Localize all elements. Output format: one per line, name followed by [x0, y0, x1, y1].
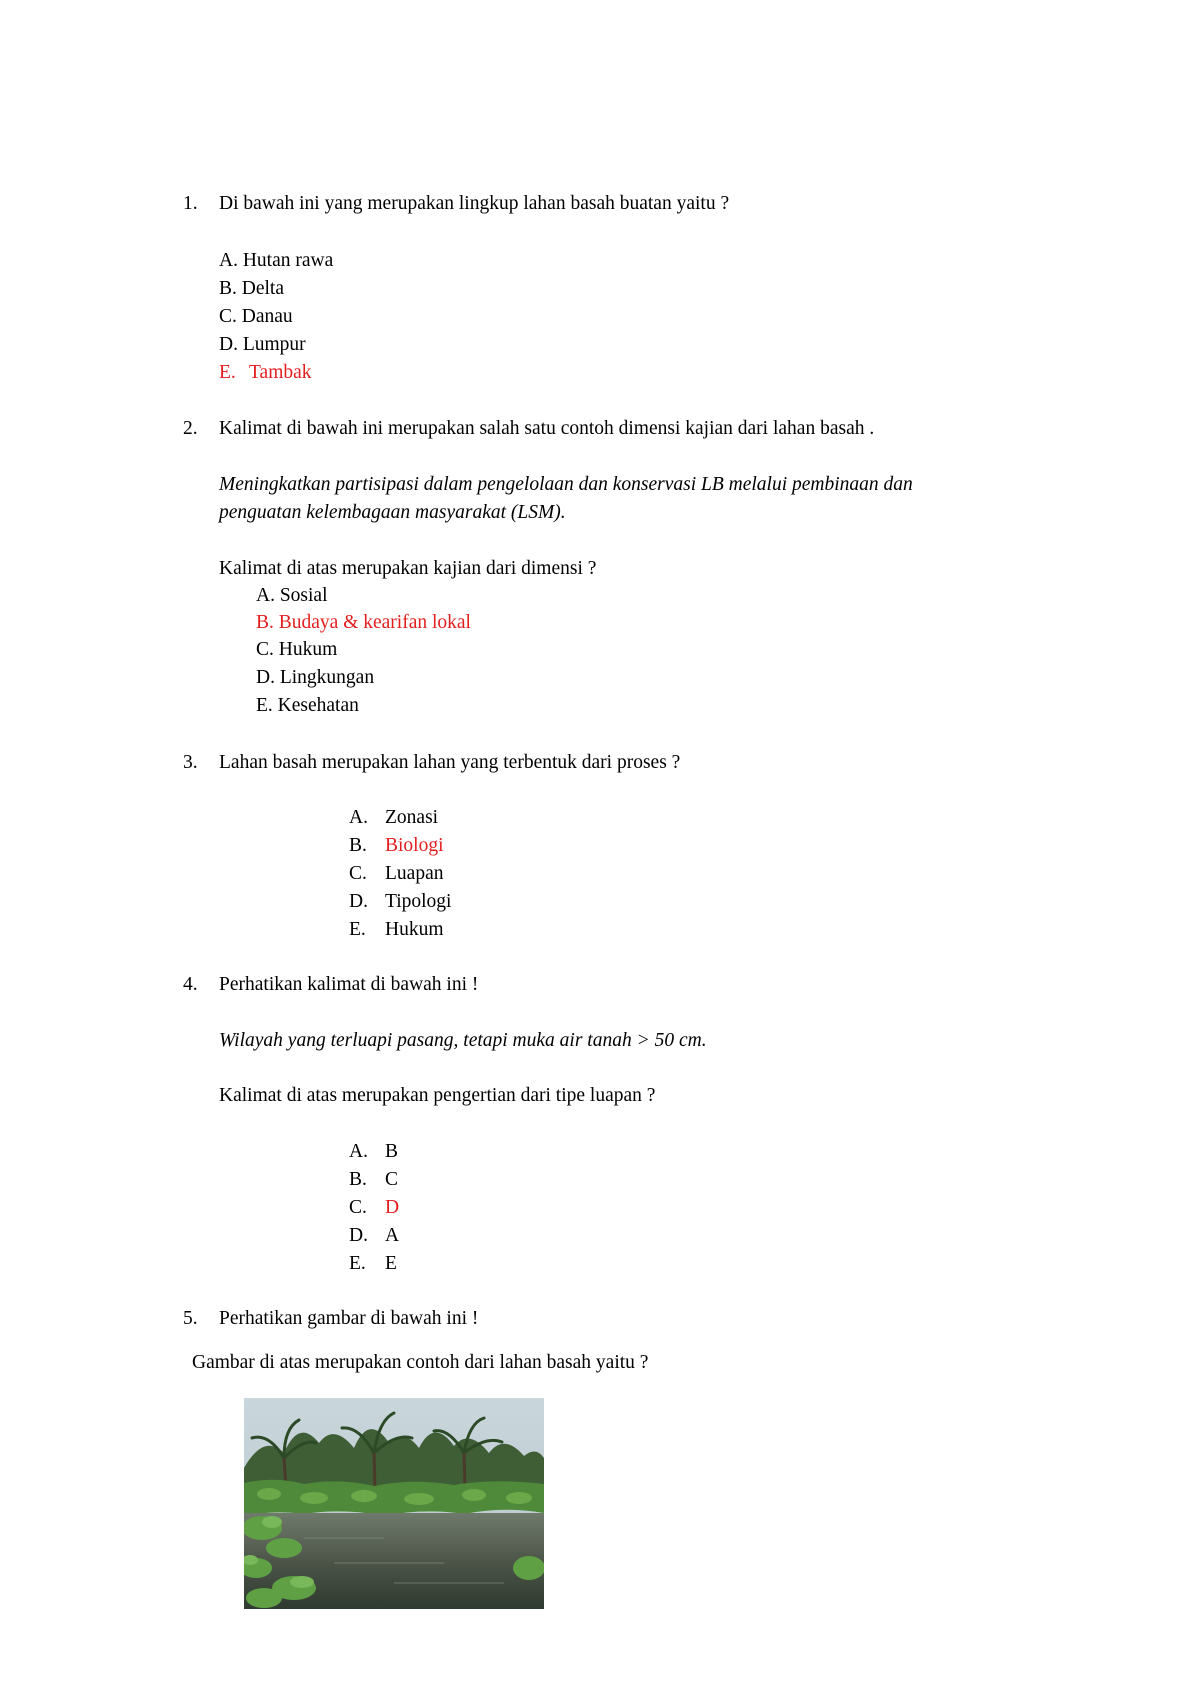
wetland-photo	[244, 1398, 544, 1609]
q1-option-a: A. Hutan rawa	[219, 250, 334, 271]
q4-option-d-text: A	[385, 1225, 400, 1246]
q4-prompt: Kalimat di atas merupakan pengertian dari tipe luapan ?	[219, 1085, 656, 1106]
q4-option-e-text: E	[385, 1253, 397, 1274]
q3-option-c-text: Luapan	[385, 863, 444, 884]
question-3-text: Lahan basah merupakan lahan yang terbentuk dari proses ?	[219, 752, 681, 773]
q4-option-a-text: B	[385, 1141, 399, 1162]
q4-quote: Wilayah yang terluapi pasang, tetapi muka air tanah > 50 cm.	[219, 1030, 707, 1051]
q3-option-e-letter: E.	[349, 919, 366, 940]
q1-option-c: C. Danau	[219, 306, 293, 327]
question-4-text: Perhatikan kalimat di bawah ini !	[219, 974, 479, 995]
q2-prompt: Kalimat di atas merupakan kajian dari dimensi ?	[219, 558, 597, 579]
q1-option-e-letter: E.	[219, 362, 236, 383]
q2-quote-line-2: penguatan kelembagaan masyarakat (LSM).	[219, 502, 566, 523]
q1-option-b: B. Delta	[219, 278, 284, 299]
q2-option-b-answer: B. Budaya & kearifan lokal	[256, 612, 471, 633]
q4-option-a-letter: A.	[349, 1141, 368, 1162]
q4-option-c-answer: D	[385, 1197, 400, 1218]
q1-option-d: D. Lumpur	[219, 334, 306, 355]
q4-option-c-letter: C.	[349, 1197, 367, 1218]
q4-option-b-letter: B.	[349, 1169, 367, 1190]
q4-option-b-text: C	[385, 1169, 399, 1190]
q3-option-b-answer: Biologi	[385, 835, 444, 856]
q2-option-e: E. Kesehatan	[256, 695, 359, 716]
q3-option-e-text: Hukum	[385, 919, 444, 940]
question-5-number: 5.	[183, 1308, 198, 1329]
q3-option-b-letter: B.	[349, 835, 367, 856]
q1-option-e-answer: Tambak	[249, 362, 312, 383]
q2-option-a: A. Sosial	[256, 585, 328, 606]
question-2-number: 2.	[183, 418, 198, 439]
question-5-text: Perhatikan gambar di bawah ini !	[219, 1308, 479, 1329]
q2-option-d: D. Lingkungan	[256, 667, 375, 688]
q3-option-d-text: Tipologi	[385, 891, 452, 912]
q3-option-d-letter: D.	[349, 891, 368, 912]
question-2-text: Kalimat di bawah ini merupakan salah satu contoh dimensi kajian dari lahan basah .	[219, 418, 875, 439]
q4-option-e-letter: E.	[349, 1253, 366, 1274]
q3-option-a-text: Zonasi	[385, 807, 439, 828]
q5-prompt: Gambar di atas merupakan contoh dari lahan basah yaitu ?	[192, 1352, 649, 1373]
q2-quote-line-1: Meningkatkan partisipasi dalam pengelolaan dan konservasi LB melalui pembinaan dan	[219, 474, 913, 495]
q2-option-c: C. Hukum	[256, 639, 338, 660]
question-1-text: Di bawah ini yang merupakan lingkup lahan basah buatan yaitu ?	[219, 193, 730, 214]
question-1-number: 1.	[183, 193, 198, 214]
q3-option-c-letter: C.	[349, 863, 367, 884]
question-4-number: 4.	[183, 974, 198, 995]
q4-option-d-letter: D.	[349, 1225, 368, 1246]
q3-option-a-letter: A.	[349, 807, 368, 828]
question-3-number: 3.	[183, 752, 198, 773]
